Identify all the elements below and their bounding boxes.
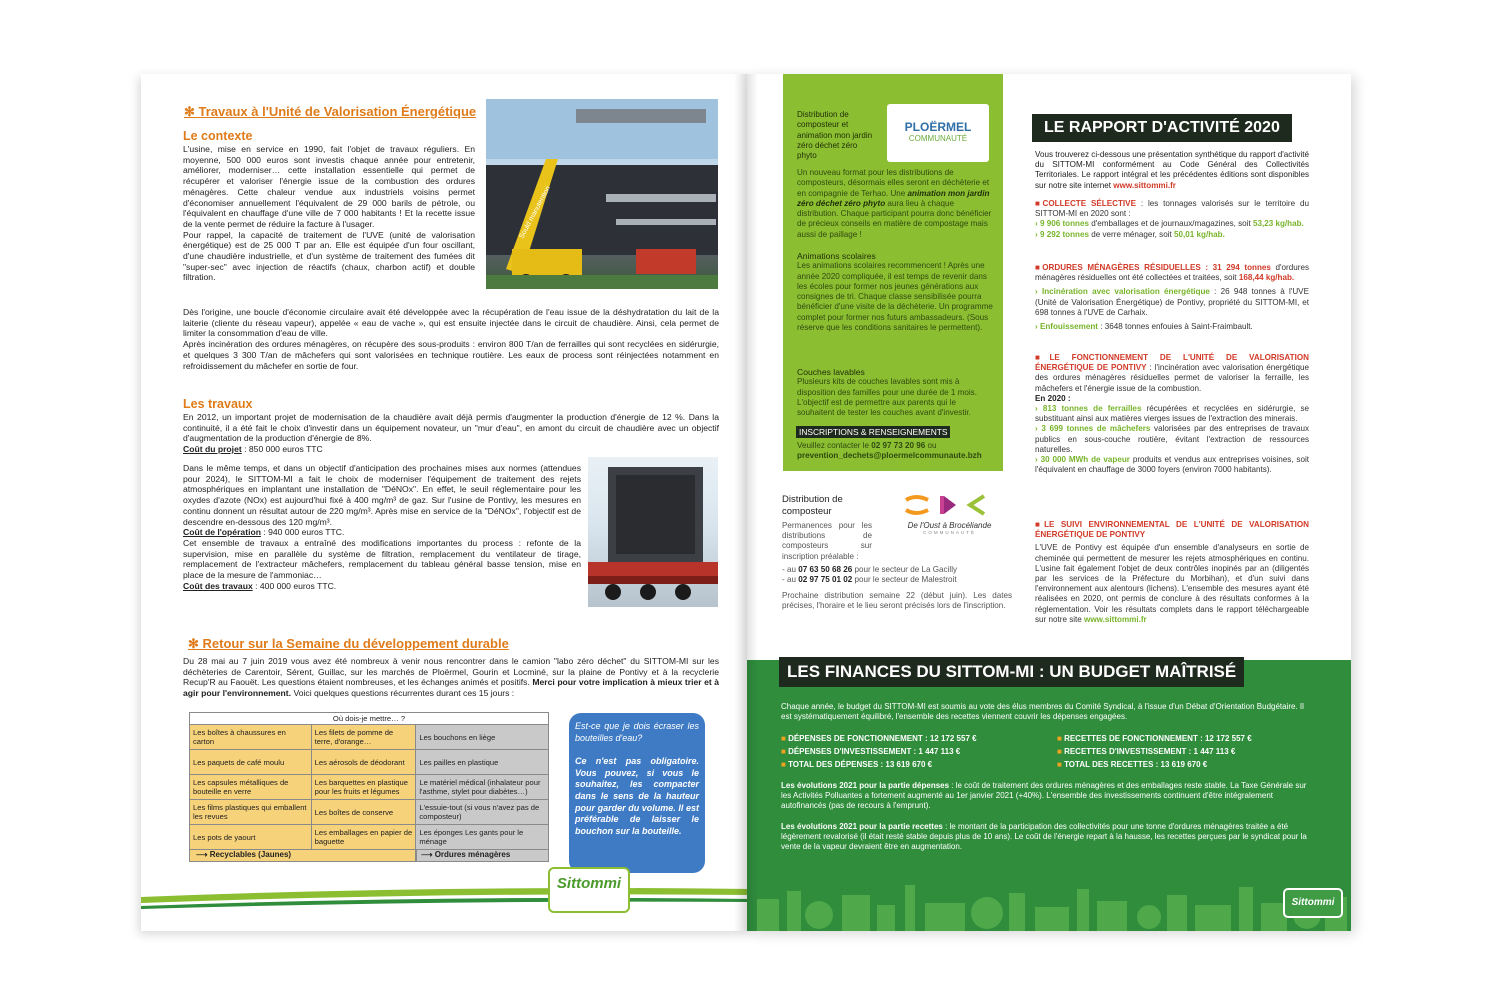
sittommi-logo-right: Sittommi (1283, 888, 1343, 918)
couches-text: Plusieurs kits de couches lavables sont mis à disposition des familles pour une durée de 1 mois. L'objectif est de permettre aux parents qui le souhaitent de tester les couches avant d'investir. (797, 377, 977, 418)
contexte-heading: Le contexte (183, 129, 253, 143)
table-cell: Les filets de pomme de terre, d'orange… (311, 725, 416, 750)
rapport-title: LE RAPPORT D'ACTIVITÉ 2020 (1032, 114, 1292, 142)
denox-photo (588, 457, 718, 607)
finances-title: LES FINANCES DU SITTOM-MI : UN BUDGET MAÎTRISÉ (779, 657, 1244, 687)
contact-block: Veuillez contacter le 02 97 73 20 96 ou prevention_dechets@ploermelcommunaute.bzh (797, 441, 982, 461)
rapport-om: ■ORDURES MÉNAGÈRES RÉSIDUELLES : 31 294 tonnes d'ordures ménagères résiduelles ont été collectées et traitées, soit 168,44 kg/hab. › Incinération avec valorisation énergétique : 26 948 tonnes à l'UVE (Unité de Valorisation Énergétique) de Pontivy, propriété du SITTOM-MI, et 698 tonnes à l'UVE de Carhaix. › Enfouissement : 3648 tonnes enfouies à Saint-Fraimbault. (1035, 263, 1309, 332)
section-semaine-title: ✻ Retour sur la Semaine du développement durable (188, 636, 509, 651)
crane-illustration (486, 99, 718, 289)
sorting-table (189, 712, 549, 862)
rapport-fonctionnement: ■LE FONCTIONNEMENT DE L'UNITÉ DE VALORISATION ÉNERGÉTIQUE DE PONTIVY : l'incinération avec valorisation énergétique des ordures ménagères résiduelles permet de valoriser la ferraille, les mâchefers et l'énergie issue de la combustion. En 2020 : › 813 tonnes de ferrailles récupérées et recyclées en sidérurgie, se substituant ainsi aux matières vierges issues de l'extraction des minerais. › 3 699 tonnes de mâchefers valorisées par des entreprises de travaux publics en sous-couche routière, évitant l'extraction de ressources naturelles. › 30 000 MWh de vapeur produits et vendus aux entreprises voisines, soit l'équivalent en chauffage de 3000 foyers (environ 7000 habitants). (1035, 353, 1310, 475)
cout-travaux: Coût des travaux : 400 000 euros TTC. (183, 580, 337, 591)
ploermel-logo-line1: PLOËRMEL (904, 120, 972, 134)
contact-email[interactable]: prevention_dechets@ploermelcommunaute.bzh (797, 451, 982, 461)
bubble-answer: Ce n'est pas obligatoire. Vous pouvez, si vous le souhaitez, les compacter dans le sens de la hauteur pour garder du volume. Il est préférable de laisser le bouchon sur la bouteille. (575, 756, 699, 836)
oust-text: Permanences pour les distributions de composteurs sur inscription préalable : (782, 521, 872, 561)
ploermel-text: Un nouveau format pour les distributions de composteurs, désormais elles seront en déchèterie et en compagnie de Terhao. Une animation mon jardin zéro déchet zéro phyto aura lieu à chaque distribution. Chaque participant pourra donc bénéficier de précieux conseils en matière de compostage mais aussi de paillage ! (797, 168, 992, 239)
waste-silhouettes (747, 875, 1351, 931)
evolutions-depenses: Les évolutions 2021 pour la partie dépenses : le coût de traitement des ordures ménagères et des emballages reste stable. La Taxe Générale sur les Activités Polluantes a fortement augmenté au 1er janvier 2021 (+40%). L'ensemble des investissements continuent d'être intégralement autofinancés (pas de recours à l'emprunt). (781, 781, 1307, 810)
finance-line: ■ RECETTES D'INVESTISSEMENT : 1 447 113 € (1057, 747, 1236, 756)
cout-projet: Coût du projet : 850 000 euros TTC (183, 444, 323, 455)
table-cell: Les emballages en papier de baguette (311, 825, 416, 850)
table-header: Où dois-je mettre… ? (190, 713, 549, 725)
contact-phone[interactable]: 02 97 73 20 96 (871, 441, 926, 450)
logo-text: Sittommi (556, 875, 622, 892)
table-cell: Les capsules métalliques de bouteille en verre (190, 775, 312, 800)
table-row (190, 800, 549, 825)
travaux-heading: Les travaux (183, 397, 253, 411)
oust-next-distribution: Prochaine distribution semaine 22 (début juin). Les dates précises, l'horaire et le lieu seront précisés lors de l'inscription. (782, 591, 1012, 611)
table-cell: Les éponges Les gants pour le ménage (416, 825, 549, 850)
ploermel-logo (887, 104, 989, 162)
finances-banner (747, 660, 1351, 931)
table-cell: Les pots de yaourt (190, 825, 312, 850)
table-cell: Les barquettes en plastique pour les fruits et légumes (311, 775, 416, 800)
finance-line: ■ DÉPENSES DE FONCTIONNEMENT : 12 172 557 € (781, 734, 977, 743)
legend-yellow: ⟶ Recyclables (Jaunes) (189, 850, 416, 862)
finances-intro: Chaque année, le budget du SITTOM-MI est soumis au vote des élus membres du Comité Syndical, à l'issue d'un Débat d'Orientation Budgétaire. Il est systématiquement équilibré, l'ensemble des recettes viennent couvrir les dépenses engagées. (781, 702, 1304, 721)
legend-grey: ⟶ Ordures ménagères (416, 850, 549, 862)
travaux-p1-block (183, 412, 719, 455)
table-cell: Les paquets de café moulu (190, 750, 312, 775)
contexte-p1: L'usine, mise en service en 1990, fait l'objet de travaux réguliers. En moyenne, 500 000 euros sont investis chaque année pour entretenir, améliorer, moderniser… cette installation essentielle qui permet de récupérer et valoriser l'énergie issue de la combustion des ordures ménagères. Cette chaleur vendue aux industriels voisins permet d'économiser annuellement l'équivalent de 29 000 barils de pétrole, ou l'équivalent en chauffage d'une ville de 7 000 habitants ! Et la recette issue de la vente permet de réduire la facture à l'usager. (183, 144, 475, 229)
oust-phone-2: - au 02 97 75 01 02 pour le secteur de Malestroit (782, 575, 957, 585)
ploermel-heading: Distribution de composteur et animation mon jardin zéro déchet zéro phyto (797, 110, 873, 161)
table-cell: Les pailles en plastique (416, 750, 549, 775)
bubble-question: Est-ce que je dois écraser les bouteilles d'eau? (575, 721, 699, 743)
table-row (190, 775, 549, 800)
finance-line: ■ TOTAL DES RECETTES : 13 619 670 € (1057, 760, 1208, 769)
table-row (190, 750, 549, 775)
semaine-text (183, 656, 719, 699)
table-cell: Le matériel médical (inhalateur pour l'asthme, stylet pour diabètes…) (416, 775, 549, 800)
ploermel-logo-line2: COMMUNAUTÉ (908, 134, 968, 143)
travaux-p3: Cet ensemble de travaux a entraîné des modifications importantes du process : refonte de la supervision, mise en parallèle du système de filtration, remplacement du ventilateur de tirage, remplacement de l'extracteur mâchefers, remplacement du tableau général basse tension, mise en place de la mesure de l'ammoniac… (183, 537, 581, 581)
contexte-p4: Après incinération des ordures ménagères, on récupère des sous-produits : environ 800 T/an de ferrailles qui sont recyclées en sidérurgie, et quelques 3 300 T/an de mâchefers qui sont valorisées en technique routière. Les eaux de process sont réinjectées notamment en refroidissement du mâchefer en sortie de four. (183, 339, 719, 371)
oust-logo (897, 494, 1002, 554)
rapport-suivi: ■LE SUIVI ENVIRONNEMENTAL DE L'UNITÉ DE VALORISATION ÉNERGÉTIQUE DE PONTIVY L'UVE de Pontivy est équipée d'un ensemble d'analyseurs en sortie de cheminée qui permettent de mesurer les rejets atmosphériques en continu. L'usine fait également l'objet de deux contrôles inopinés par an (diligentés par les services de la Préfecture du Morbihan), et d'un suivi dans l'environnement aux alentours (lichens). L'ensemble des mesures ayant été réalisées en 2020, ont permis de conclure à des résultats conformes à la réglementation. Voir les résultats complets dans le rapport téléchargeable sur notre site www.sittommi.fr (1035, 520, 1310, 624)
denox-illustration (588, 457, 718, 607)
finance-line: ■ RECETTES DE FONCTIONNEMENT : 12 172 557 € (1057, 734, 1252, 743)
couches-heading: Couches lavables (797, 367, 865, 377)
question-bubble (569, 713, 705, 873)
table-cell: L'essuie-tout (si vous n'avez pas de composteur) (416, 800, 549, 825)
inscriptions-label: INSCRIPTIONS & RENSEIGNEMENTS (796, 426, 950, 438)
rapport-intro: Vous trouverez ci-dessous une présentation synthétique du rapport d'activité du SITTOM-MI conformément au Code Général des Collectivités Territoriales. Le rapport intégral et les précédentes éditions sont disponibles sur notre site internet www.sittommi.fr (1035, 150, 1309, 190)
right-page (747, 74, 1351, 931)
section-travaux-title: ✻ Travaux à l'Unité de Valorisation Énergétique (184, 104, 477, 119)
finances-depenses (781, 734, 1041, 773)
semaine-p1: Du 28 mai au 7 juin 2019 vous avez été nombreux à venir nous rencontrer dans le camion "labo zéro déchet" du SITTOM-MI sur les déchèteries de Carentoir, Sérent, Guillac, sur les marchés de Ploërmel, Gourin et Locminé, sur la plaine de Pontivy et à la recyclerie Recup'R au Faouët. Les questions étaient nombreuses, et les échanges animés et positifs. Merci pour votre implication à mieux trier et à agir pour l'environnement. Voici quelques questions récurrentes durant ces 15 jours : (183, 656, 719, 699)
table-cell: Les bouchons en liège (416, 725, 549, 750)
travaux-p1: En 2012, un important projet de modernisation de la chaudière avait déjà permis d'augmenter la production d'énergie de 12 %. Dans la continuité, il a été fait le choix d'investir dans un équipement novateur, un "mur d'eau", en amont du circuit de chaudière avec un objectif d'augmentation de la production d'énergie de 8%. (183, 412, 719, 444)
contexte-text-wide (183, 307, 719, 371)
finance-line: ■ TOTAL DES DÉPENSES : 13 619 670 € (781, 760, 933, 769)
couches-block (797, 367, 993, 418)
contexte-p3: Dès l'origine, une boucle d'économie circulaire avait été développée avec la récupération de l'eau issue de la déshydratation du lait de la laiterie (cliente du réseau vapeur), appelée « eau de vache », qui est ensuite injectée dans le circuit de chaudière. Ainsi, cela permet de limiter la consommation d'eau de ville. (183, 307, 719, 339)
rapport-site-link[interactable]: www.sittommi.fr (1113, 180, 1176, 190)
sittommi-logo (548, 867, 630, 913)
ploermel-panel (783, 74, 1003, 471)
crane-label: Sould manutention (518, 185, 552, 240)
oust-phone-1: - au 07 63 50 68 26 pour le secteur de La Gacilly (782, 564, 958, 574)
table-row (190, 725, 549, 750)
oust-logo-mark (900, 494, 1000, 516)
animations-block (797, 251, 993, 333)
table-row (190, 825, 549, 850)
contexte-text (183, 144, 475, 283)
evolutions-recettes: Les évolutions 2021 pour la partie recettes : le montant de la participation des collectivités pour une tonne d'ordures ménagères traitée a été légèrement revalorisé (il était resté stable depuis plus de 10 ans). Le coût de l'énergie repart à la hausse, les recettes perçues par le syndicat pour la vente de la vapeur devraient être en augmentation. (781, 822, 1307, 851)
table-cell: Les boîtes à chaussures en carton (190, 725, 312, 750)
contexte-p2: Pour rappel, la capacité de traitement de l'UVE (unité de valorisation énergétique) est de 25 000 T par an. Elle est équipée d'un four oscillant, d'une chaudière industrielle, et d'un système de traitement des fumées dit "super-sec" avec injection de réactifs (chaux, charbon actif) et double filtration. (183, 229, 475, 283)
footer-swoosh (141, 879, 752, 919)
left-page (141, 74, 752, 931)
table-cell: Les films plastiques qui emballent les revues (190, 800, 312, 825)
animations-heading: Animations scolaires (797, 251, 876, 261)
oust-logo-text: De l'Oust à Brocéliande (907, 521, 992, 530)
oust-logo-sub: COMMUNAUTÉ (923, 530, 976, 535)
table-cell: Les aérosols de déodorant (311, 750, 416, 775)
suivi-site-link[interactable]: www.sittommi.fr (1084, 614, 1147, 624)
crane-photo (486, 99, 718, 289)
travaux-p2: Dans le même temps, et dans un objectif d'anticipation des prochaines mises aux normes (attendues pour 2024), le SITTOM-MI a fait le choix de moderniser l'équipement de traitement des rejets atmosphériques en implantant une installation de "DéNOx". En effet, le seuil réglementaire pour les oxydes d'azote (NOx) est aujourd'hui fixé à 400 mg/m³ de gaz. Sur l'usine de Pontivy, les mesures en continu donnent un résultat autour de 220 mg/m³. Après mise en service de la "DéNOx", l'objectif est de descendre en-dessous des 120 mg/m³. (183, 463, 581, 527)
oust-heading: Distribution de composteur (782, 494, 843, 517)
finance-line: ■ DÉPENSES D'INVESTISSEMENT : 1 447 113 € (781, 747, 961, 756)
rapport-collecte: ■COLLECTE SÉLECTIVE : les tonnages valorisés sur le territoire du SITTOM-MI en 2020 sont : › 9 906 tonnes d'emballages et de journaux/magazines, soit 53,23 kg/hab. › 9 292 tonnes de verre ménager, soit 50,01 kg/hab. (1035, 199, 1310, 239)
animations-text: Les animations scolaires recommencent ! Après une année 2020 compliquée, il est temps de revenir dans les écoles pour former nos jeunes générations aux consignes de tri. Chaque classe sensibilisée pourra bénéficier d'une visite de la déchèterie. Un programme complet pour former nos futurs ambassadeurs. (Sous réserve que les conditions sanitaires le permettent). (797, 261, 993, 333)
cout-operation: Coût de l'opération : 940 000 euros TTC. (183, 527, 345, 538)
travaux-p2-block (183, 463, 581, 591)
table-cell: Les boîtes de conserve (311, 800, 416, 825)
finances-recettes (1057, 734, 1317, 773)
